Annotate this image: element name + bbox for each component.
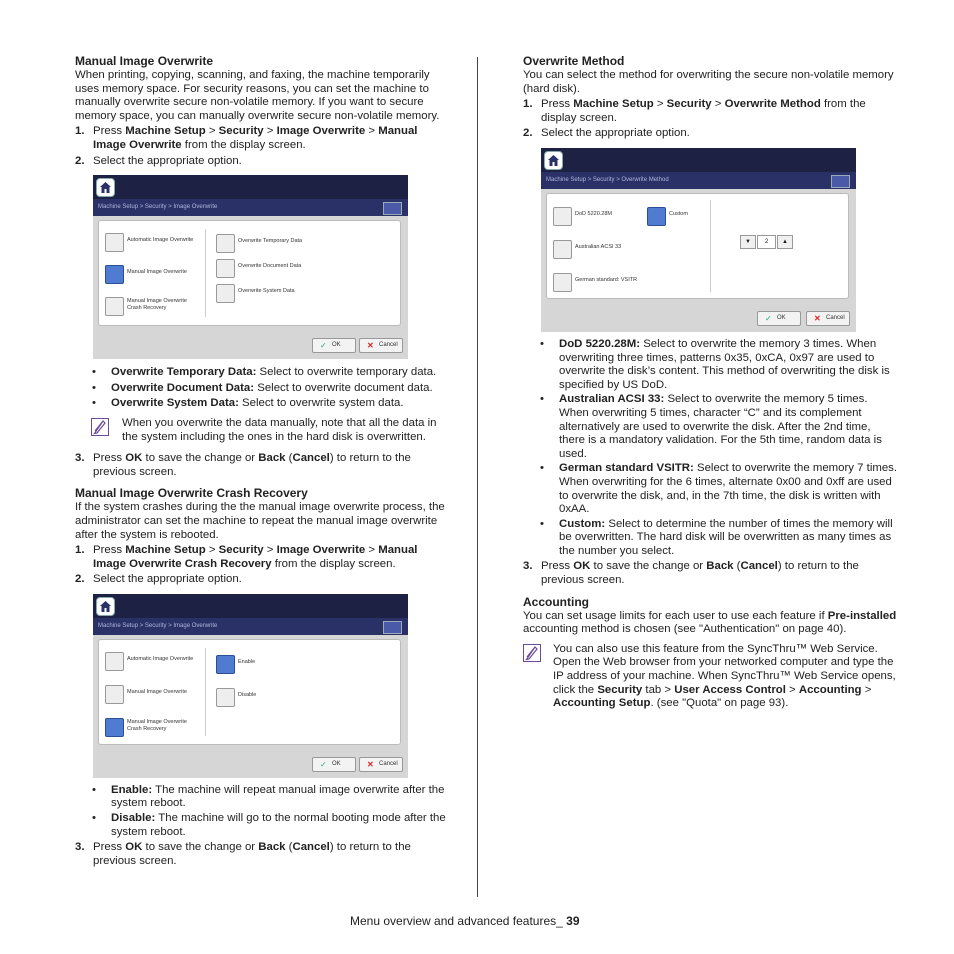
breadcrumb: Machine Setup > Security > Image Overwrite — [93, 199, 408, 216]
intro-text: If the system crashes during the the manual image overwrite process, the administrator can set the machine to repeat the manual image overwrite after the system is rebooted. — [75, 501, 445, 541]
bullet-overwrite-system-data: • Overwrite System Data: Select to overwrite system data. — [92, 397, 404, 410]
breadcrumb: Machine Setup > Security > Overwrite Method — [541, 172, 856, 189]
check-icon: ✓ — [320, 759, 327, 769]
menu-icon[interactable] — [383, 621, 402, 634]
step-2: 2. Select the appropriate option. — [75, 154, 242, 167]
ok-button[interactable]: ✓ OK — [312, 757, 356, 772]
cancel-button[interactable]: ✕ Cancel — [806, 311, 850, 326]
close-icon: ✕ — [814, 313, 821, 323]
menu-icon[interactable] — [383, 202, 402, 215]
step-3: 3. Press OK to save the change or Back (Cancel) to return to the previous screen. — [75, 452, 411, 478]
step-3: 3. Press OK to save the change or Back (Cancel) to return to the previous screen. — [75, 841, 411, 867]
options-panel: Automatic Image Overwrite Manual Image Overwrite Manual Image Overwrite Crash Recovery Overwrite Temporary Data Overwrite Document Data Overwrite System Data — [98, 220, 401, 326]
bullet-disable: • Disable: The machine will go to the normal booting mode after the system reboot. — [92, 812, 446, 838]
bullet-enable: • Enable: The machine will repeat manual image overwrite after the system reboot. — [92, 783, 445, 810]
section-heading-manual-image-overwrite: Manual Image Overwrite — [75, 54, 214, 68]
cancel-button[interactable]: ✕ Cancel — [359, 757, 403, 772]
check-icon: ✓ — [765, 313, 772, 323]
bullet-overwrite-temporary-data: • Overwrite Temporary Data: Select to overwrite temporary data. — [92, 366, 437, 379]
section-heading-accounting: Accounting — [523, 594, 589, 609]
home-icon[interactable] — [96, 597, 115, 616]
close-icon: ✕ — [367, 341, 374, 351]
note-icon — [523, 644, 541, 662]
decrement-button[interactable]: ▼ — [740, 235, 756, 249]
step-3: 3. Press OK to save the change or Back (Cancel) to return to the previous screen. — [523, 560, 859, 587]
right-column — [523, 54, 899, 715]
screenshot-overwrite-method — [541, 148, 856, 332]
step-2: 2. Select the appropriate option. — [523, 127, 690, 140]
step-1: 1. Press Machine Setup > Security > Image Overwrite > Manual Image Overwrite from the display screen. — [75, 125, 418, 151]
overwrite-count-stepper[interactable] — [740, 235, 796, 247]
note-icon — [91, 418, 109, 436]
options-panel: Automatic Image Overwrite Manual Image Overwrite Manual Image Overwrite Crash Recovery Enable Disable — [98, 639, 401, 745]
menu-icon[interactable] — [831, 175, 850, 188]
section-heading-overwrite-method: Overwrite Method — [523, 54, 625, 68]
cancel-button[interactable]: ✕ Cancel — [359, 338, 403, 353]
intro-text: When printing, copying, scanning, and faxing, the machine temporarily uses memory space. For security reasons, you can set the machine to manually overwrite secure non-volatile memory. If you want to secure memory space, you can manually overwrite secure non-volatile memory. — [75, 69, 440, 122]
bullet-overwrite-document-data: • Overwrite Document Data: Select to overwrite document data. — [92, 381, 433, 394]
intro-text: You can set usage limits for each user to use each feature if Pre-installed accounting method is chosen (see "Authentication" on page 40). — [523, 609, 897, 636]
home-icon[interactable] — [544, 151, 563, 170]
ok-button[interactable]: ✓ OK — [757, 311, 801, 326]
increment-button[interactable]: ▲ — [777, 235, 793, 249]
intro-text: You can select the method for overwriting the secure non-volatile memory (hard disk). — [523, 69, 894, 95]
left-column — [75, 54, 453, 868]
screenshot-crash-recovery — [93, 594, 408, 778]
page-footer: Menu overview and advanced features_ 39 — [350, 914, 580, 928]
column-divider — [477, 57, 478, 897]
count-value: 2 — [757, 235, 776, 249]
ok-button[interactable]: ✓ OK — [312, 338, 356, 353]
bullet-vsitr: • German standard VSITR: Select to overwrite the memory 7 times. When overwriting for the 6 times, alternate 0x00 and 0xff are used to overwrite the disk, and, in the 7th time, the disk is written with 0xAA. — [540, 462, 898, 516]
step-1: 1. Press Machine Setup > Security > Image Overwrite > Manual Image Overwrite Crash Recovery from the display screen. — [75, 544, 418, 570]
step-1: 1. Press Machine Setup > Security > Overwrite Method from the display screen. — [523, 98, 866, 124]
screenshot-manual-image-overwrite — [93, 175, 408, 359]
check-icon: ✓ — [320, 341, 327, 351]
page-number: 39 — [566, 914, 580, 928]
home-icon[interactable] — [96, 178, 115, 197]
close-icon: ✕ — [367, 759, 374, 769]
step-2: 2. Select the appropriate option. — [75, 573, 242, 586]
breadcrumb: Machine Setup > Security > Image Overwrite — [93, 618, 408, 635]
bullet-acsi: • Australian ACSI 33: Select to overwrite the memory 5 times. When overwriting 5 times, character “C” and its complement alternatively are used to overwrite the disk. After the 2nd time, there is a mandatory validation. For the 5th time, random data is used. — [540, 393, 882, 460]
note: You can also use this feature from the SyncThru™ Web Service. Open the Web browser from your networked computer and type the IP address of your machine. When SyncThru™ Web Service opens, click the Security tab > User Access Control > Accounting > Accounting Setup. (see "Quota" on page 93). — [523, 643, 899, 711]
section-heading-crash-recovery: Manual Image Overwrite Crash Recovery — [75, 486, 308, 501]
options-panel: DoD 5220.28M Australian ACSI 33 German standard: VSITR Custom ▼ 2 ▲ — [546, 193, 849, 299]
note: When you overwrite the data manually, note that all the data in the system including the ones in the hard disk is overwritten. — [75, 417, 453, 444]
bullet-custom: • Custom: Select to determine the number of times the memory will be overwritten. The hard disk will be overwritten as many times as the number you select. — [540, 517, 893, 557]
bullet-dod: • DoD 5220.28M: Select to overwrite the memory 3 times. When overwriting three times, patterns 0x35, 0xCA, 0x97 are used to overwrite the disk’s content. This method of overwriting the disk is specified by US DoD. — [540, 337, 890, 391]
